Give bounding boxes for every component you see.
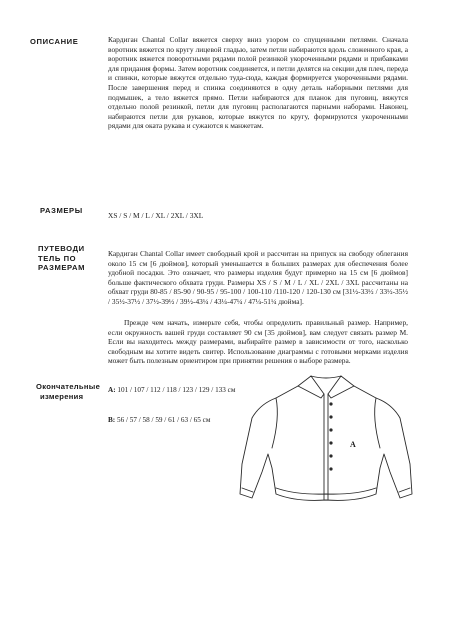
measurement-b-values: 56 / 57 / 58 / 59 / 61 / 63 / 65 см: [116, 416, 211, 424]
buttons: [329, 402, 332, 470]
sizes-list: XS / S / M / L / XL / 2XL / 3XL: [108, 211, 204, 220]
hem-band: [276, 488, 376, 494]
button: [329, 415, 332, 418]
cuff-left: [242, 488, 253, 492]
neckline: [311, 376, 341, 378]
measurement-a-values: 101 / 107 / 112 / 118 / 123 / 129 / 133 см: [117, 386, 236, 394]
raglan-right: [375, 398, 380, 448]
button: [329, 402, 332, 405]
size-guide-paragraph-2: Прежде чем начать, измерьте себя, чтобы определить правильный размер. Например, если окружность вашей груди составляет 90 см [35 дюймов], вам следует связать размер М. Если вы находитесь между размерами, выбирайте размер в зависимости от того, насколько свободным вы хотите видеть свитер. Использование диаграммы с готовыми мерками изделия может быть полезным ориентиром при принятии решения о выборе размера.: [108, 318, 408, 366]
body-outline: [240, 386, 412, 500]
final-measurements-heading-line1: Окончательные: [36, 382, 101, 391]
button: [329, 467, 332, 470]
size-guide-heading-line2: ТЕЛЬ ПО: [38, 253, 77, 263]
size-guide-heading-line3: РАЗМЕРАМ: [38, 263, 86, 272]
button: [329, 441, 332, 444]
final-measurements-heading-line2: измерения: [40, 391, 84, 401]
cuff-right: [399, 488, 410, 492]
size-guide-heading: [38, 244, 85, 273]
description-text: Кардиган Chantal Collar вяжется сверху вниз узором со спущенными петлями. Сначала воротник вяжется по кругу лицевой гладью, затем петли набираются вдоль сложенного края, а воротник вяжется поворотными рядами полой резинкой укороченными рядами и прибавками для придания формы. Затем воротник соединяется, и петли делятся на секции для плеч, переда и спинки, которые вяжутся отдельно туда-сюда, каждая формируется укороченными рядами. После завершения перед и спинка соединяются в одну деталь наборными петлями для подмышек, а тело вяжется прямо. Петли набираются для планок для пуговиц, вяжутся отдельно полой резинкой, петли для пуговиц располагаются парными наборами. Наконец, набираются петли для рукавов, которые вяжутся по кругу, формируются укороченными рядами для оката рукава и сужаются к манжетам.: [108, 35, 408, 131]
collar-right: [328, 376, 354, 398]
sizes-heading: РАЗМЕРЫ: [40, 206, 83, 215]
measurement-b: [108, 416, 210, 424]
collar-left: [298, 376, 324, 398]
raglan-left: [272, 398, 277, 448]
button: [329, 454, 332, 457]
cardigan-schematic: [236, 372, 416, 537]
measurement-a: [108, 386, 235, 394]
measurement-a-key: A:: [108, 386, 116, 394]
size-guide-paragraph-1: Кардиган Chantal Collar имеет свободный крой и рассчитан на припуск на свободу облегания около 15 см [6 дюймов], который уменьшается в больших размерах для обеспечения более удобной посадки. Это означает, что размеры изделия будут примерно на 15 см [6 дюймов] больше фактического обхвата груди. Размеры XS / S / M / L / XL / 2XL / 3XL рассчитаны на обхват груди 80-85 / 85-90 / 90-95 / 95-100 / 100-110 /110-120 / 120-130 см [31½-33½ / 33½-35½ / 35½-37½ / 37½-39½ / 39½-43¼ / 43¼-47¼ / 47¼-51¼ дюйма].: [108, 249, 408, 306]
size-guide-heading-line1: ПУТЕВОДИ: [38, 244, 85, 253]
final-measurements-heading: [36, 382, 100, 401]
measurement-b-key: B:: [108, 416, 116, 424]
diagram-marker-a: A: [350, 440, 356, 449]
button: [329, 428, 332, 431]
description-heading: ОПИСАНИЕ: [30, 37, 79, 46]
